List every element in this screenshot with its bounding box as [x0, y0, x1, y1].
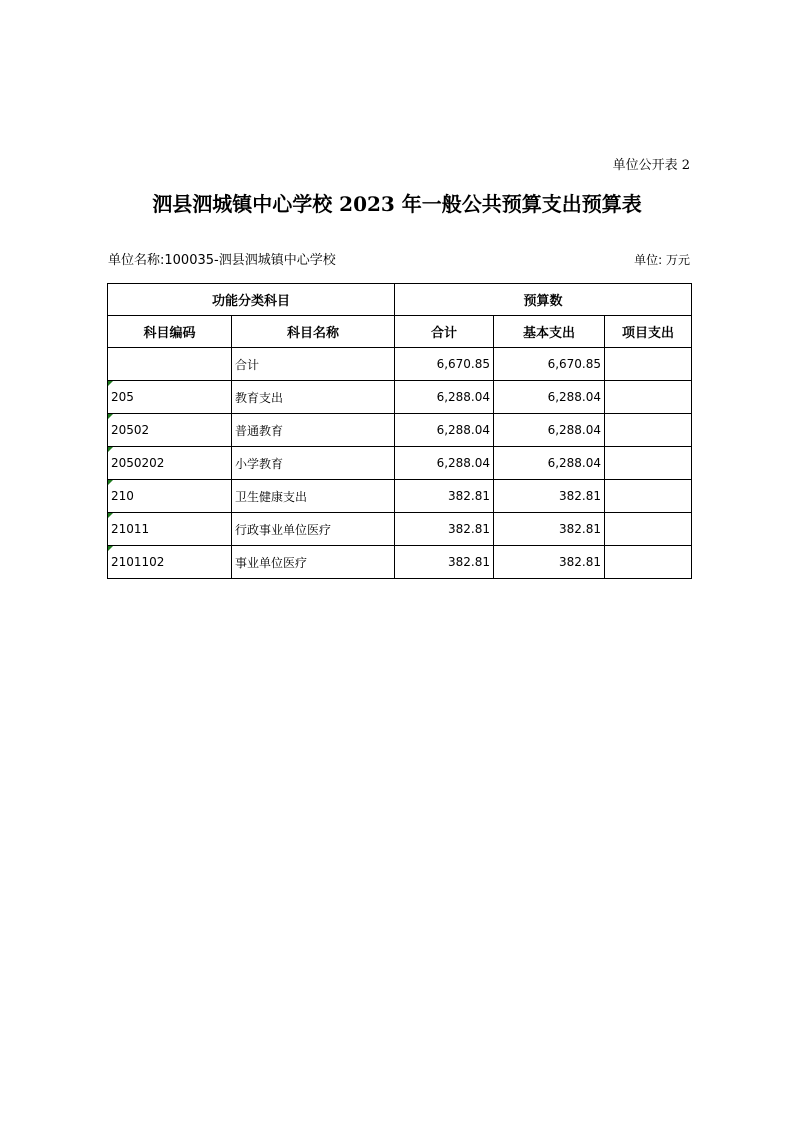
header-code: 科目编码: [108, 316, 232, 348]
budget-table: [107, 283, 692, 579]
page-title: 泗县泗城镇中心学校 2023 年一般公共预算支出预算表: [152, 192, 642, 216]
header-total: 合计: [395, 316, 494, 348]
cell-name: 小学教育: [232, 447, 395, 480]
cell-total: 382.81: [395, 513, 494, 546]
cell-project: [605, 414, 692, 447]
cell-code: 210: [108, 480, 232, 513]
cell-code: [108, 348, 232, 381]
cell-total: 6,288.04: [395, 414, 494, 447]
cell-basic: 6,670.85: [494, 348, 605, 381]
table-row: [108, 414, 692, 447]
cell-project: [605, 480, 692, 513]
cell-basic: 382.81: [494, 546, 605, 579]
cell-basic: 6,288.04: [494, 414, 605, 447]
cell-total: 382.81: [395, 480, 494, 513]
cell-name: 普通教育: [232, 414, 395, 447]
table-row: [108, 381, 692, 414]
cell-basic: 6,288.04: [494, 447, 605, 480]
table-row: [108, 447, 692, 480]
cell-name: 合计: [232, 348, 395, 381]
header-column-row: [108, 316, 692, 348]
cell-name: 卫生健康支出: [232, 480, 395, 513]
cell-code: 21011: [108, 513, 232, 546]
cell-name: 教育支出: [232, 381, 395, 414]
table-row: [108, 546, 692, 579]
table-row: [108, 513, 692, 546]
cell-code: 2101102: [108, 546, 232, 579]
table-row: [108, 348, 692, 381]
cell-name: 行政事业单位医疗: [232, 513, 395, 546]
table-row: [108, 480, 692, 513]
header-functional-classification: 功能分类科目: [108, 284, 395, 316]
cell-total: 382.81: [395, 546, 494, 579]
page-number: 单位公开表 2: [612, 158, 690, 173]
unit-label: 单位: 万元: [634, 253, 690, 267]
cell-project: [605, 546, 692, 579]
cell-code: 20502: [108, 414, 232, 447]
cell-project: [605, 447, 692, 480]
header-budget-amount: 预算数: [395, 284, 692, 316]
cell-basic: 382.81: [494, 513, 605, 546]
cell-project: [605, 513, 692, 546]
cell-total: 6,670.85: [395, 348, 494, 381]
cell-code: 205: [108, 381, 232, 414]
cell-project: [605, 381, 692, 414]
cell-name: 事业单位医疗: [232, 546, 395, 579]
unit-name: 单位名称:100035-泗县泗城镇中心学校: [108, 253, 336, 268]
header-name: 科目名称: [232, 316, 395, 348]
header-group-row: [108, 284, 692, 316]
header-project: 项目支出: [605, 316, 692, 348]
cell-basic: 382.81: [494, 480, 605, 513]
cell-project: [605, 348, 692, 381]
header-basic: 基本支出: [494, 316, 605, 348]
cell-basic: 6,288.04: [494, 381, 605, 414]
cell-total: 6,288.04: [395, 447, 494, 480]
cell-code: 2050202: [108, 447, 232, 480]
cell-total: 6,288.04: [395, 381, 494, 414]
